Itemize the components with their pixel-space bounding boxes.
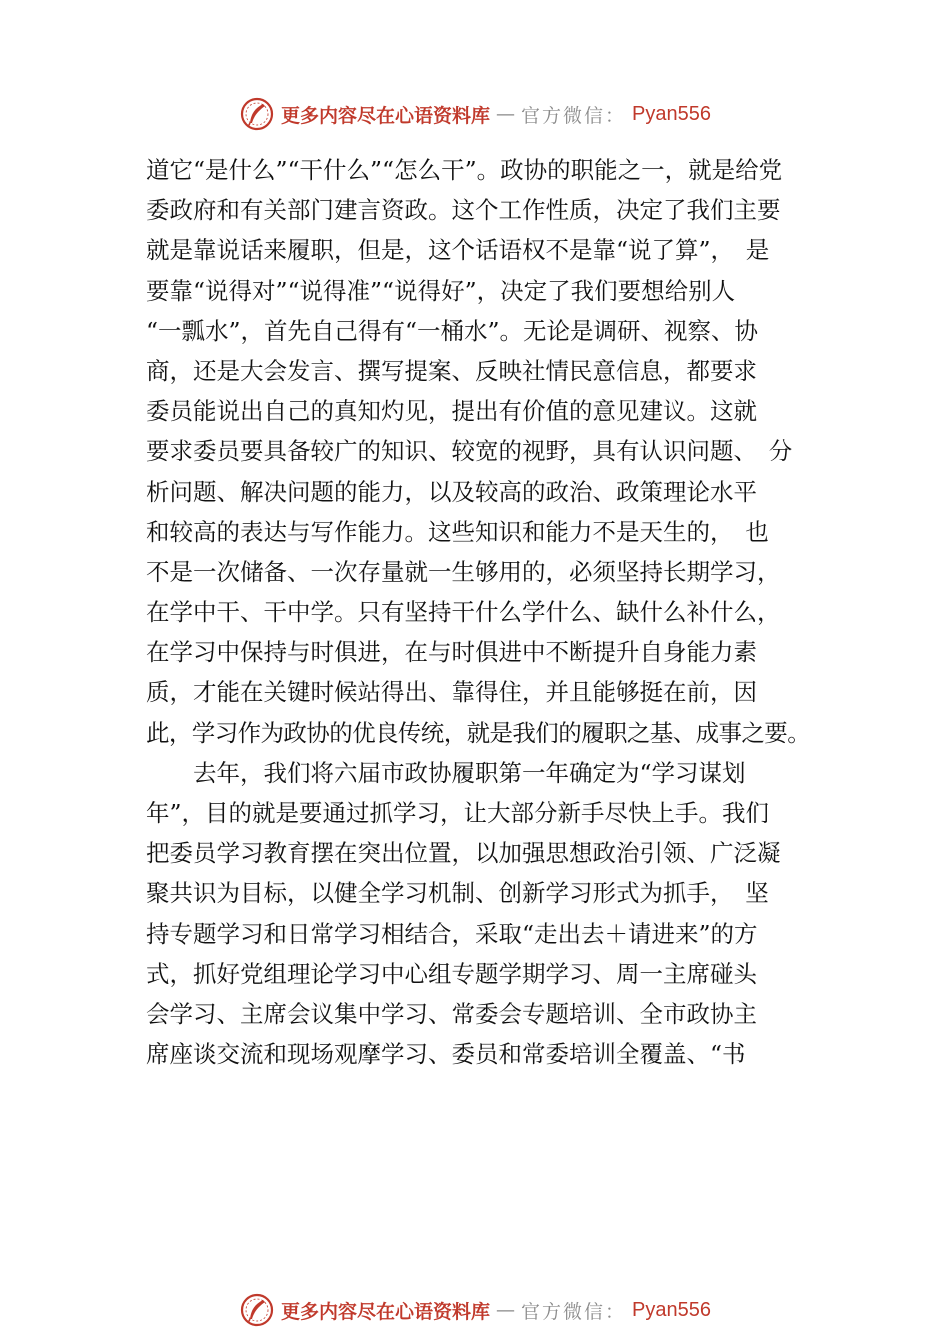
text-line: 委政府和有关部门建言资政。这个工作性质，决定了我们主要 — [146, 196, 781, 225]
text-line: 和较高的表达与写作能力。这些知识和能力不是天生的， 也 — [146, 517, 769, 546]
text-line: 析问题、解决问题的能力，以及较高的政治、政策理论水平 — [146, 477, 757, 506]
banner-title: 更多内容尽在心语资料库 — [281, 104, 491, 127]
text-line: 在学中干、干中学。只有坚持干什么学什么、缺什么补什么， — [146, 598, 781, 627]
text-line: 此，学习作为政协的优良传统，就是我们的履职之基、成事之要。 — [146, 718, 811, 747]
text-line: 委员能说出自己的真知灼见，提出有价值的意见建议。这就 — [146, 397, 757, 426]
text-line: 不是一次储备、一次存量就一生够用的，必须坚持长期学习， — [146, 557, 781, 586]
footer-banner — [0, 1290, 950, 1330]
banner-wechat-id: Pyan556 — [632, 102, 711, 125]
text-line: 道它“是什么”“干什么”“怎么干”。政协的职能之一，就是给党 — [146, 156, 783, 184]
text-line: 商，还是大会发言、撰写提案、反映社情民意信息，都要求 — [146, 356, 757, 385]
quill-logo-icon — [239, 96, 275, 132]
text-line: 把委员学习教育摆在突出位置，以加强思想政治引领、广泛凝 — [146, 839, 781, 868]
paragraph-start-line: 去年，我们将六届市政协履职第一年确定为“学习谋划 — [193, 758, 746, 787]
document-body — [146, 150, 836, 1074]
quill-logo-icon — [239, 1292, 275, 1328]
text-line: 要求委员要具备较广的知识、较宽的视野，具有认识问题、 分 — [146, 437, 793, 466]
banner-wechat-label: 官方微信： — [521, 104, 627, 127]
text-line: 会学习、主席会议集中学习、常委会专题培训、全市政协主 — [146, 999, 757, 1028]
text-line: 聚共识为目标，以健全学习机制、创新学习形式为抓手， 坚 — [146, 879, 769, 908]
header-banner — [0, 94, 950, 134]
text-line: 就是靠说话来履职，但是，这个话语权不是靠“说了算”， 是 — [146, 236, 770, 265]
text-line: 持专题学习和日常学习相结合，采取“走出去＋请进来”的方 — [146, 919, 758, 948]
banner-separator: — — [496, 103, 516, 125]
banner-wechat-id: Pyan556 — [632, 1298, 711, 1321]
text-line: 式，抓好党组理论学习中心组专题学期学习、周一主席碰头 — [146, 959, 757, 988]
banner-title: 更多内容尽在心语资料库 — [281, 1300, 491, 1323]
text-line: “一瓢水”，首先自己得有“一桶水”。无论是调研、视察、协 — [146, 316, 759, 345]
banner-wechat-label: 官方微信： — [521, 1300, 627, 1323]
banner-separator: — — [496, 1299, 516, 1321]
text-line: 要靠“说得对”“说得准”“说得好”，决定了我们要想给别人 — [146, 276, 736, 305]
text-line: 年”，目的就是要通过抓学习，让大部分新手尽快上手。我们 — [146, 799, 770, 827]
text-line: 质，才能在关键时候站得出、靠得住，并且能够挺在前，因 — [146, 678, 757, 707]
text-line: 席座谈交流和现场观摩学习、委员和常委培训全覆盖、“书 — [146, 1040, 746, 1069]
text-line: 在学习中保持与时俱进，在与时俱进中不断提升自身能力素 — [146, 638, 757, 667]
